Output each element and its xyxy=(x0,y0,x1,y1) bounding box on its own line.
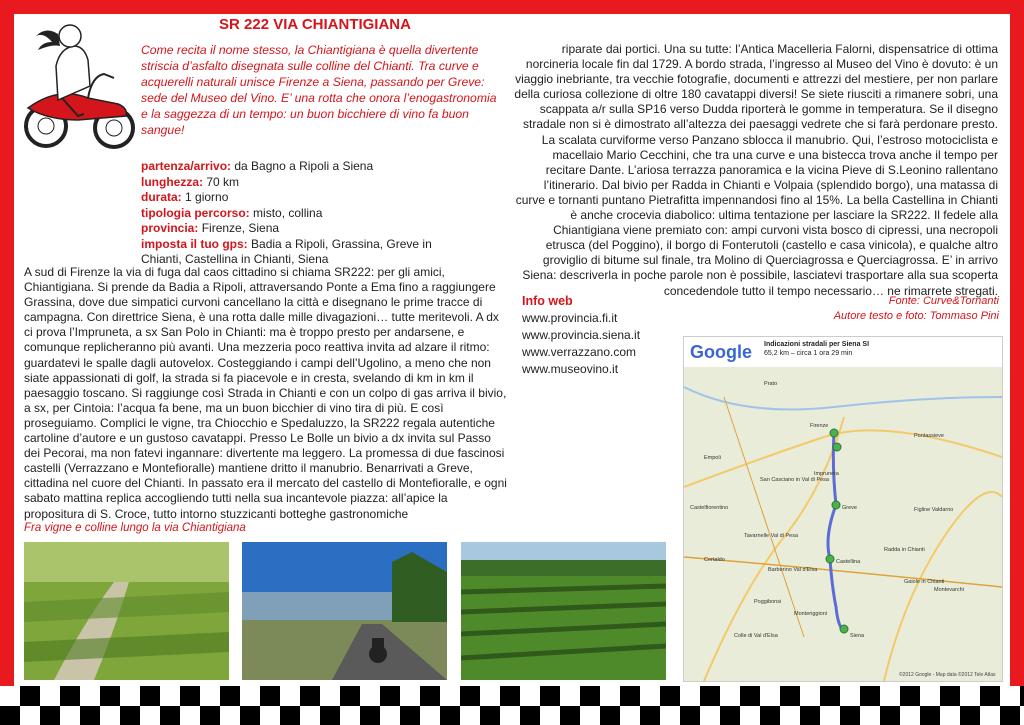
article-body-right: riparate dai portici. Una su tutte: l’Antica Macelleria Falorni, dispensatrice di ottima norcineria locale fin dal 1729. A bordo strada, l’ingresso al Museo del Vino è dovuto: è un viaggio inebriante, tra vecchie fotografie, documenti e attrezzi del mestiere, per non parlare della curiosa collezione di oltre 180 cavatappi diversi! Se siete riusciti a rimanere sobri, una scappata a/r sulla SP16 verso Dudda riporterà le gomme in temperatura. Se il disegno stradale non si è dimostrato all’altezza dei paesaggi vedrete che si farà perdonare presto. La scalata curviforme verso Panzano sblocca il manubrio. Qui, l’estroso motociclista e macellaio Mario Cecchini, che tra una curve e una bistecca trova anche il tempo per recitare Dante. L’ariosa terrazza panoramica e la vicina Pieve di S.Leonino rallentano l’itinerario. Dal bivio per Radda in Chianti e Volpaia (splendido borgo), una matassa di curve e tornanti puntano Pietrafitta impennandosi fino al 15%. La bella Castellina in Chianti è anche crocevia diabolico: ultima tentazione per lasciare la SR222. Il fedele alla Chiantigiana viene premiato con: ampi curvoni vista bosco di cipressi, una necropoli etrusca (del Poggino), il borgo di Fonterutoli (castello e casa vinicola), e qualche altro groviglio di bitume sul finale, tra Molino di Querciagrossa e Querciagrossa. E’ in arrivo Siena: descriverla in poche parole non è possibile, lasciatevi trasportare alla sua scoperta concedendole tutto il tempo necessario… ne rimarrete stregati. xyxy=(514,42,998,298)
map-town: Radda in Chianti xyxy=(884,547,925,553)
photo-vineyard-rows xyxy=(461,542,666,680)
map-town: Greve xyxy=(842,505,857,511)
link-provincia-fi[interactable]: www.provincia.fi.it xyxy=(522,311,618,325)
map-town: Tavarnelle Val di Pesa xyxy=(744,533,799,539)
map-town: Prato xyxy=(764,381,778,387)
map-town: Castelfiorentino xyxy=(690,505,729,511)
directions-info: 65,2 km – circa 1 ora 29 min xyxy=(764,350,853,357)
article-body-left: A sud di Firenze la via di fuga dal caos cittadino si chiama SR222: per gli amici, Chiantigiana. Si prende da Badia a Ripoli, attraversando Ponte a Ema fino a raggiungere Grassina, dove due simpatici curvoni cancellano la città e disegnano le prime tracce di campagna. Con direttrice Siena, è una rotta dalle mille divagazioni… tutte meritevoli. A dx ci prova l’Impruneta, a sx San Polo in Chianti: ma è troppo presto per andarsene, e comunque replicheranno più avanti. Una mezzeria poco reattiva invita ad alzare il ritmo: guardatevi le spalle dagli autovelox. Costeggiando i campi dell’Ugolino, a meno che non siate appassionati di golf, la strada si fa piacevole e in cresta, svelando di km in km il paesaggio toscano. Si raggiunge così Strada in Chianti e con un colpo di gas arriva il bivio, a sx, per Cintoia: l’acqua fa bene, ma un buon bicchier di vino tira di più. E così proseguiamo. Complici le vigne, tra Chiocchio e Spedaluzzo, la SR222 regala autentiche cartoline d’autore e un gustoso cavatappi. Presso Le Bolle un bivio a dx invita sul Passo dei Pecorai, ma non fatevi ingannare: divertente ma leggero. La promessa di due fascinosi castelli (Verrazzano e Montefioralle) mantiene dritto il manubrio. Benarrivati a Greve, cittadina nel cuore del Chianti. In passato era il mercato del castello di Montefioralle, e ogni sabato mattina replica accogliendo tutti nella sua incantevole piazza: all’apice la propositura di S. Croce, tutto intorno stuzzicanti botteghe gastronomiche xyxy=(24,265,507,521)
route-map xyxy=(683,336,1003,682)
map-town: Monteriggioni xyxy=(794,611,828,617)
map-town: Montevarchi xyxy=(934,587,964,593)
motorcyclist-illustration xyxy=(18,16,138,156)
map-town: Pontassieve xyxy=(914,433,944,439)
map-copyright: ©2012 Google - Map data ©2012 Tele Atlas xyxy=(899,672,996,678)
map-town: San Casciano in Val di Pesa xyxy=(760,477,829,483)
photo-vineyard-road xyxy=(24,542,229,680)
article-title: SR 222 VIA CHIANTIGIANA xyxy=(219,16,411,33)
photo-caption: Fra vigne e colline lungo la via Chiantigiana xyxy=(24,522,246,534)
author-credit: Autore testo e foto: Tommaso Pini xyxy=(833,310,999,322)
link-verrazzano[interactable]: www.verrazzano.com xyxy=(522,345,637,359)
link-provincia-siena[interactable]: www.provincia.siena.it xyxy=(522,328,641,342)
credits xyxy=(714,294,999,324)
fact-row: provincia: Firenze, Siena xyxy=(141,221,280,235)
link-museovino[interactable]: www.museovino.it xyxy=(522,362,619,376)
article-intro: Come recita il nome stesso, la Chiantigiana è quella divertente striscia d’asfalto disegnata sulle colline del Chianti. Tra curve e acquerelli naturali unisce Firenze a Siena, passando per Greve: sede del Museo del Vino. E’ una rotta che onora l’enogastronomia e la saggezza di un tempo: un buon bicchiere di vino fa buon sangue! xyxy=(141,43,497,137)
map-town: Impruneta xyxy=(814,471,839,477)
map-town: Empoli xyxy=(704,455,721,461)
info-web-links xyxy=(522,310,640,378)
photo-motorcycle-road xyxy=(242,542,447,680)
map-town: Barberino Val d'Elsa xyxy=(768,567,818,573)
fact-row: durata: 1 giorno xyxy=(141,190,229,204)
map-town: Siena xyxy=(850,633,865,639)
route-facts xyxy=(141,159,501,268)
info-web-heading: Info web xyxy=(522,294,573,308)
map-town: Castellina xyxy=(836,559,861,565)
fact-row: lunghezza: 70 km xyxy=(141,174,240,189)
map-town: Figline Valdarno xyxy=(914,507,954,513)
map-town: Poggibonsi xyxy=(754,599,782,605)
map-town: Gaiole in Chianti xyxy=(904,579,945,585)
map-town: Certaldo xyxy=(704,557,725,563)
map-town: Firenze xyxy=(810,423,829,429)
fact-row: tipologia percorso: misto, collina xyxy=(141,205,323,220)
map-header xyxy=(684,337,1002,367)
google-logo: Google xyxy=(690,342,752,362)
source-credit: Fonte: Curve&Tornanti xyxy=(888,295,999,307)
checkered-border xyxy=(0,686,1024,725)
map-town: Colle di Val d'Elsa xyxy=(734,633,778,639)
fact-row: partenza/arrivo: da Bagno a Ripoli a Siena xyxy=(141,159,374,173)
page xyxy=(14,14,1010,692)
directions-title: Indicazioni stradali per Siena SI xyxy=(764,341,870,348)
fact-row: imposta il tuo gps: Badia a Ripoli, Grassina, Greve in Chianti, Castellina in Chianti, Siena xyxy=(141,236,432,266)
